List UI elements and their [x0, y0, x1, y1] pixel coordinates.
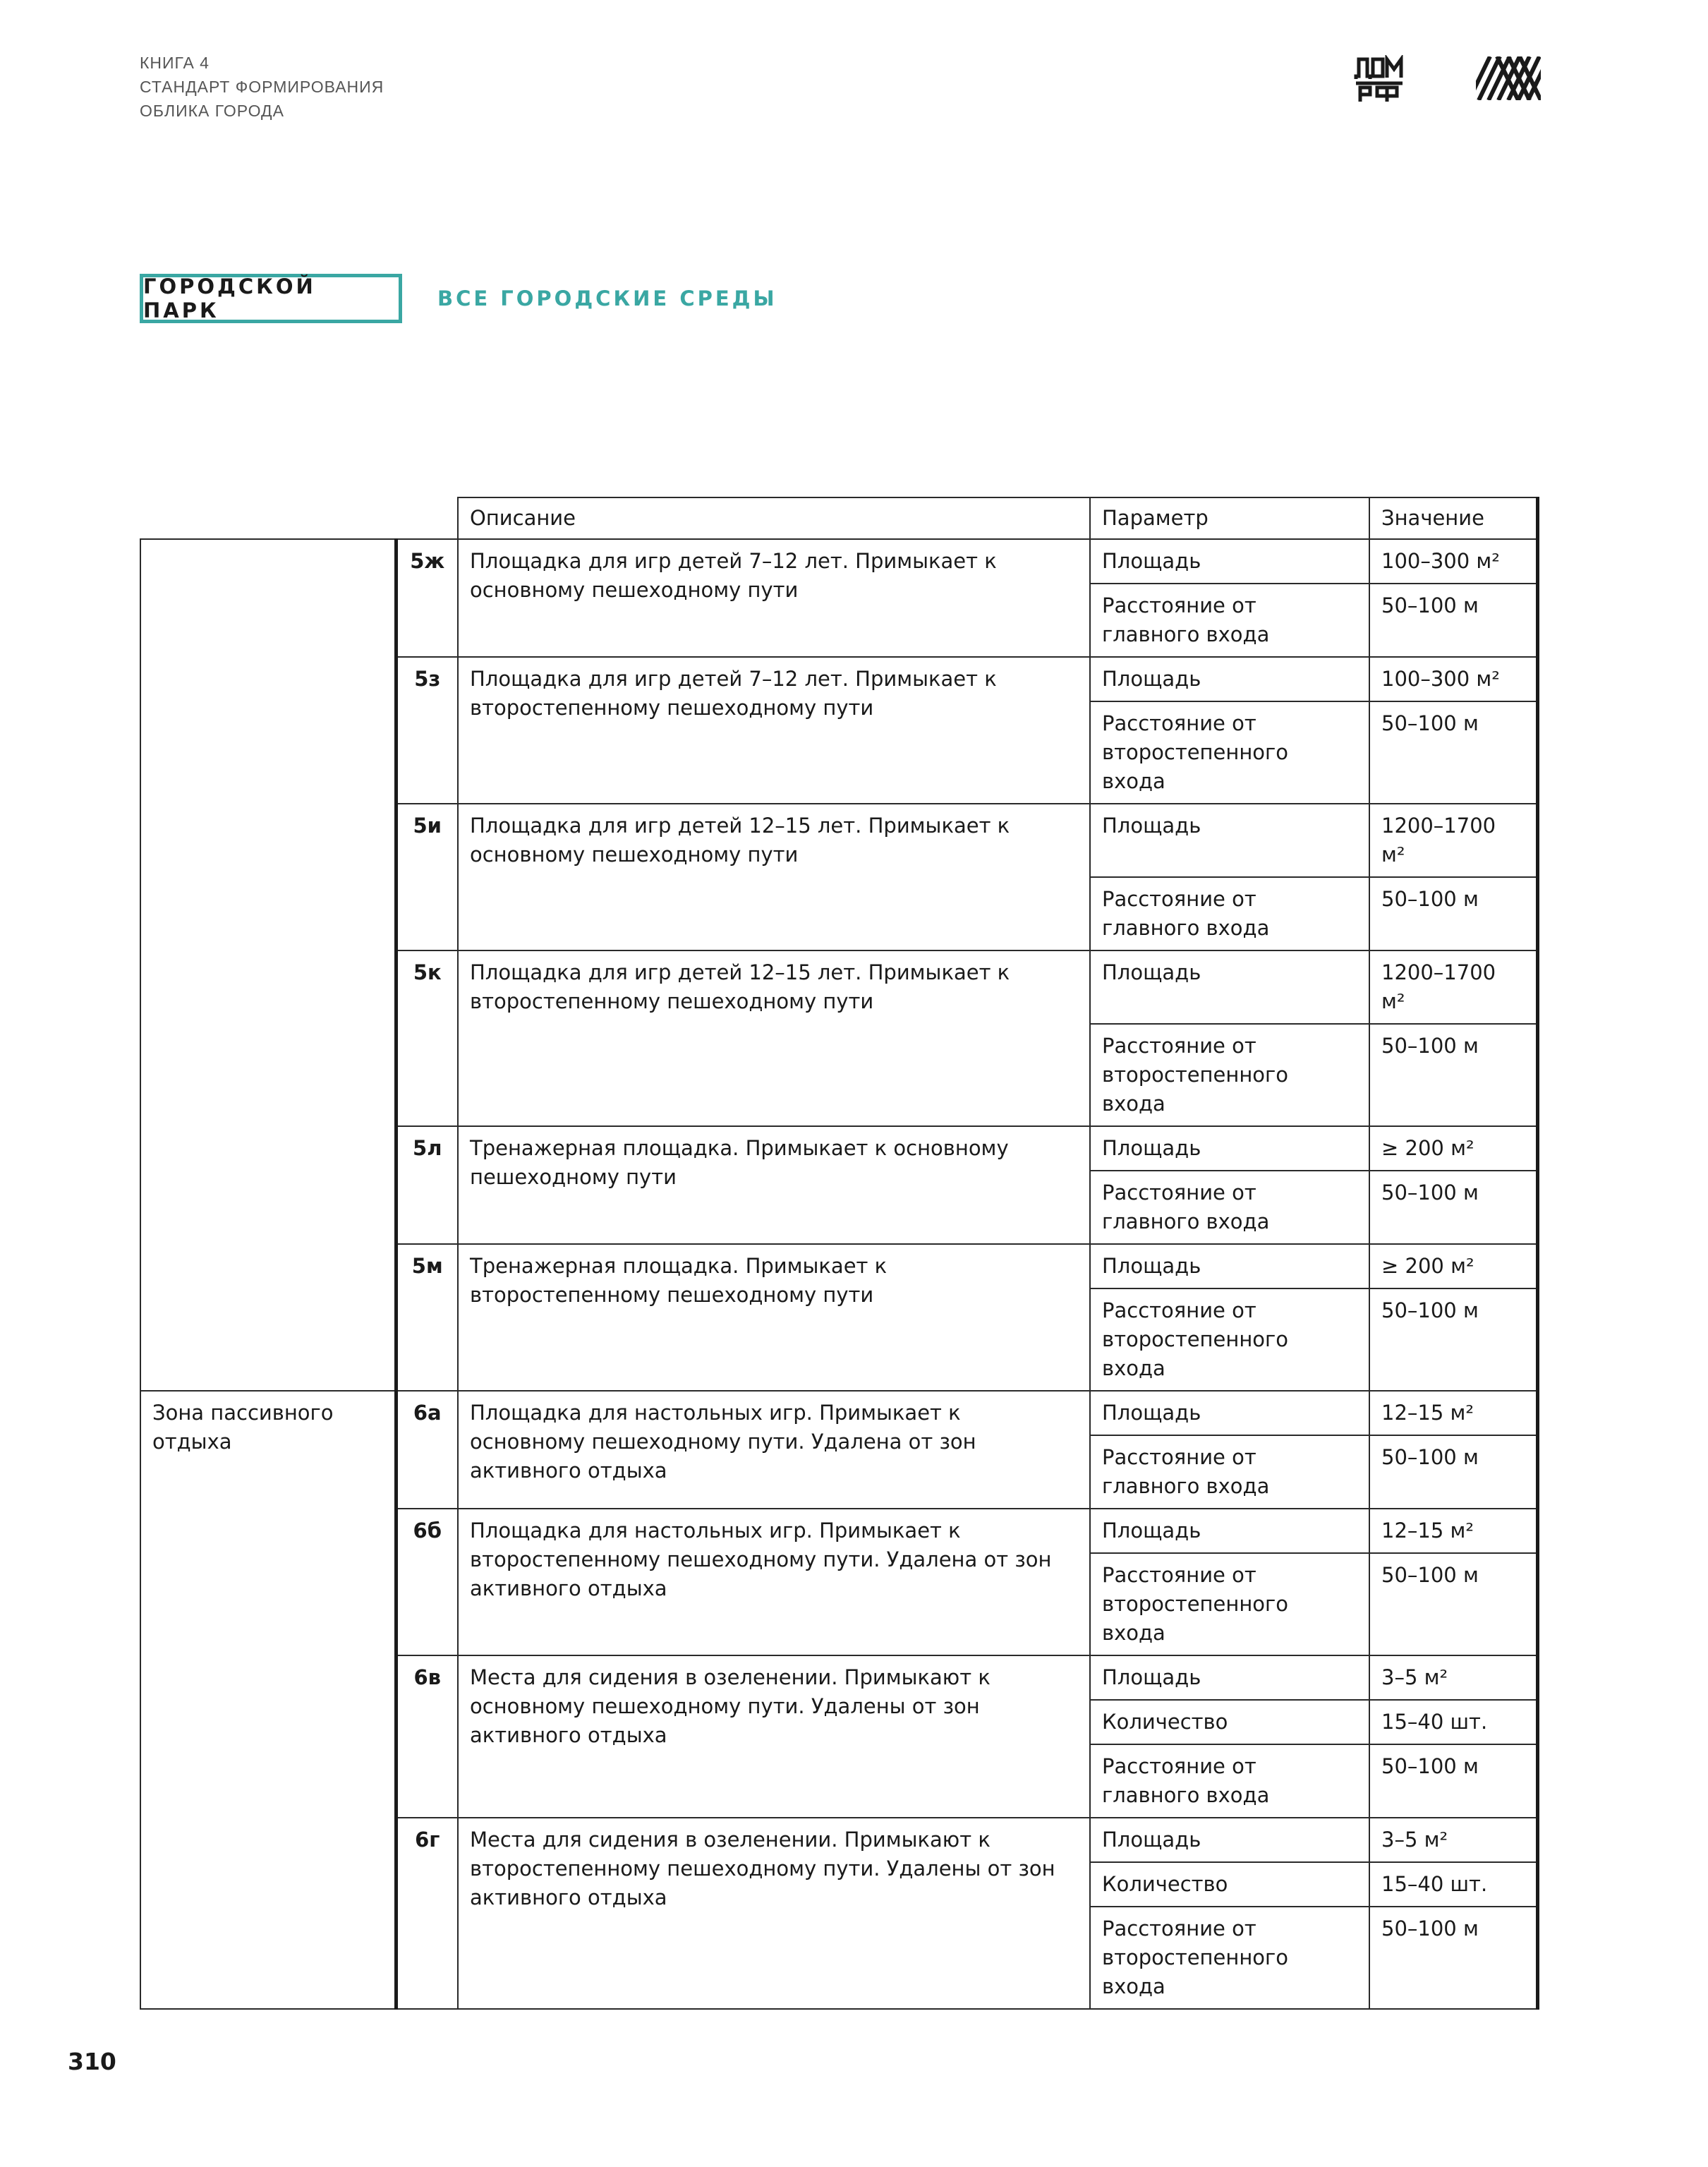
- parameter-value: ≥ 200 м²: [1369, 1244, 1537, 1288]
- parameter-value: 1200–1700 м²: [1369, 950, 1537, 1024]
- parameter-value: 1200–1700 м²: [1369, 804, 1537, 877]
- zone-name: Зона пассивного отдыха: [140, 1391, 396, 2009]
- parameter-value: 50–100 м: [1369, 701, 1537, 804]
- page-number: 310: [68, 2048, 116, 2075]
- item-description: Площадка для настольных игр. Примыкает к второстепенному пешеходному пути. Удалена от зон активного отдыха: [458, 1509, 1090, 1655]
- item-description: Места для сидения в озеленении. Примыкают к основному пешеходному пути. Удалены от зон активного отдыха: [458, 1655, 1090, 1818]
- parameter-value: 50–100 м: [1369, 1907, 1537, 2009]
- item-description: Площадка для игр детей 12–15 лет. Примыкает к основному пешеходному пути: [458, 804, 1090, 950]
- item-description: Площадка для игр детей 7–12 лет. Примыкает к основному пешеходному пути: [458, 539, 1090, 657]
- dom-rf-logo-icon: [1353, 55, 1405, 103]
- book-title-line3: ОБЛИКА ГОРОДА: [140, 102, 284, 120]
- header-description: Описание: [458, 497, 1090, 539]
- parameter-name: Площадь: [1090, 1655, 1369, 1700]
- parameter-value: 100–300 м²: [1369, 539, 1537, 584]
- parameter-name: Площадь: [1090, 539, 1369, 584]
- parameter-value: 50–100 м: [1369, 1024, 1537, 1126]
- item-description: Места для сидения в озеленении. Примыкают к второстепенному пешеходному пути. Удалены от зон активного отдыха: [458, 1818, 1090, 2009]
- pattern-logo-icon: [1476, 56, 1541, 100]
- item-code: 5л: [396, 1126, 458, 1244]
- book-title-line2: СТАНДАРТ ФОРМИРОВАНИЯ: [140, 78, 384, 96]
- header-parameter: Параметр: [1090, 497, 1369, 539]
- item-code: 6а: [396, 1391, 458, 1509]
- parameter-value: 15–40 шт.: [1369, 1862, 1537, 1907]
- book-title: [140, 51, 384, 123]
- parameter-name: Расстояние от главного входа: [1090, 584, 1369, 657]
- parameters-table: [140, 497, 1539, 2010]
- parameter-value: 3–5 м²: [1369, 1818, 1537, 1862]
- parameter-name: Количество: [1090, 1700, 1369, 1744]
- parameter-name: Количество: [1090, 1862, 1369, 1907]
- parameter-value: 50–100 м: [1369, 584, 1537, 657]
- header-value: Значение: [1369, 497, 1537, 539]
- item-description: Площадка для игр детей 12–15 лет. Примыкает к второстепенному пешеходному пути: [458, 950, 1090, 1126]
- parameter-name: Площадь: [1090, 1818, 1369, 1862]
- parameter-name: Площадь: [1090, 950, 1369, 1024]
- parameter-value: ≥ 200 м²: [1369, 1126, 1537, 1171]
- table-header-row: [140, 497, 1537, 539]
- item-code: 6в: [396, 1655, 458, 1818]
- parameter-name: Площадь: [1090, 1509, 1369, 1553]
- parameter-value: 50–100 м: [1369, 1744, 1537, 1818]
- parameter-value: 50–100 м: [1369, 1171, 1537, 1244]
- parameter-name: Площадь: [1090, 804, 1369, 877]
- parameter-name: Площадь: [1090, 1126, 1369, 1171]
- table-row: [140, 539, 1537, 584]
- item-description: Площадка для игр детей 7–12 лет. Примыкает к второстепенному пешеходному пути: [458, 657, 1090, 804]
- zone-name: [140, 539, 396, 1391]
- book-title-line1: КНИГА 4: [140, 54, 210, 72]
- parameter-name: Расстояние от второстепенного входа: [1090, 701, 1369, 804]
- header-blank: [140, 497, 396, 539]
- parameter-value: 50–100 м: [1369, 1435, 1537, 1509]
- parameter-name: Расстояние от главного входа: [1090, 1744, 1369, 1818]
- parameter-name: Площадь: [1090, 1391, 1369, 1435]
- parameter-value: 50–100 м: [1369, 1553, 1537, 1655]
- item-code: 5ж: [396, 539, 458, 657]
- header-blank: [396, 497, 458, 539]
- parameter-value: 50–100 м: [1369, 877, 1537, 950]
- item-code: 6г: [396, 1818, 458, 2009]
- item-code: 5з: [396, 657, 458, 804]
- parameter-name: Площадь: [1090, 657, 1369, 701]
- parameter-name: Расстояние от второстепенного входа: [1090, 1288, 1369, 1391]
- parameter-name: Расстояние от главного входа: [1090, 877, 1369, 950]
- all-city-environments-tag: ВСЕ ГОРОДСКИЕ СРЕДЫ: [437, 286, 777, 310]
- parameter-value: 15–40 шт.: [1369, 1700, 1537, 1744]
- item-description: Тренажерная площадка. Примыкает к второстепенному пешеходному пути: [458, 1244, 1090, 1391]
- parameter-name: Площадь: [1090, 1244, 1369, 1288]
- parameter-name: Расстояние от второстепенного входа: [1090, 1553, 1369, 1655]
- parameter-value: 12–15 м²: [1369, 1509, 1537, 1553]
- parameter-name: Расстояние от второстепенного входа: [1090, 1024, 1369, 1126]
- item-code: 5к: [396, 950, 458, 1126]
- parameter-value: 50–100 м: [1369, 1288, 1537, 1391]
- parameter-name: Расстояние от второстепенного входа: [1090, 1907, 1369, 2009]
- parameter-value: 3–5 м²: [1369, 1655, 1537, 1700]
- parameter-name: Расстояние от главного входа: [1090, 1171, 1369, 1244]
- table-row: [140, 1391, 1537, 1435]
- parameter-value: 100–300 м²: [1369, 657, 1537, 701]
- parameter-value: 12–15 м²: [1369, 1391, 1537, 1435]
- item-description: Тренажерная площадка. Примыкает к основному пешеходному пути: [458, 1126, 1090, 1244]
- item-code: 6б: [396, 1509, 458, 1655]
- parameter-name: Расстояние от главного входа: [1090, 1435, 1369, 1509]
- city-park-tag: ГОРОДСКОЙ ПАРК: [140, 274, 402, 323]
- item-description: Площадка для настольных игр. Примыкает к основному пешеходному пути. Удалена от зон активного отдыха: [458, 1391, 1090, 1509]
- item-code: 5и: [396, 804, 458, 950]
- item-code: 5м: [396, 1244, 458, 1391]
